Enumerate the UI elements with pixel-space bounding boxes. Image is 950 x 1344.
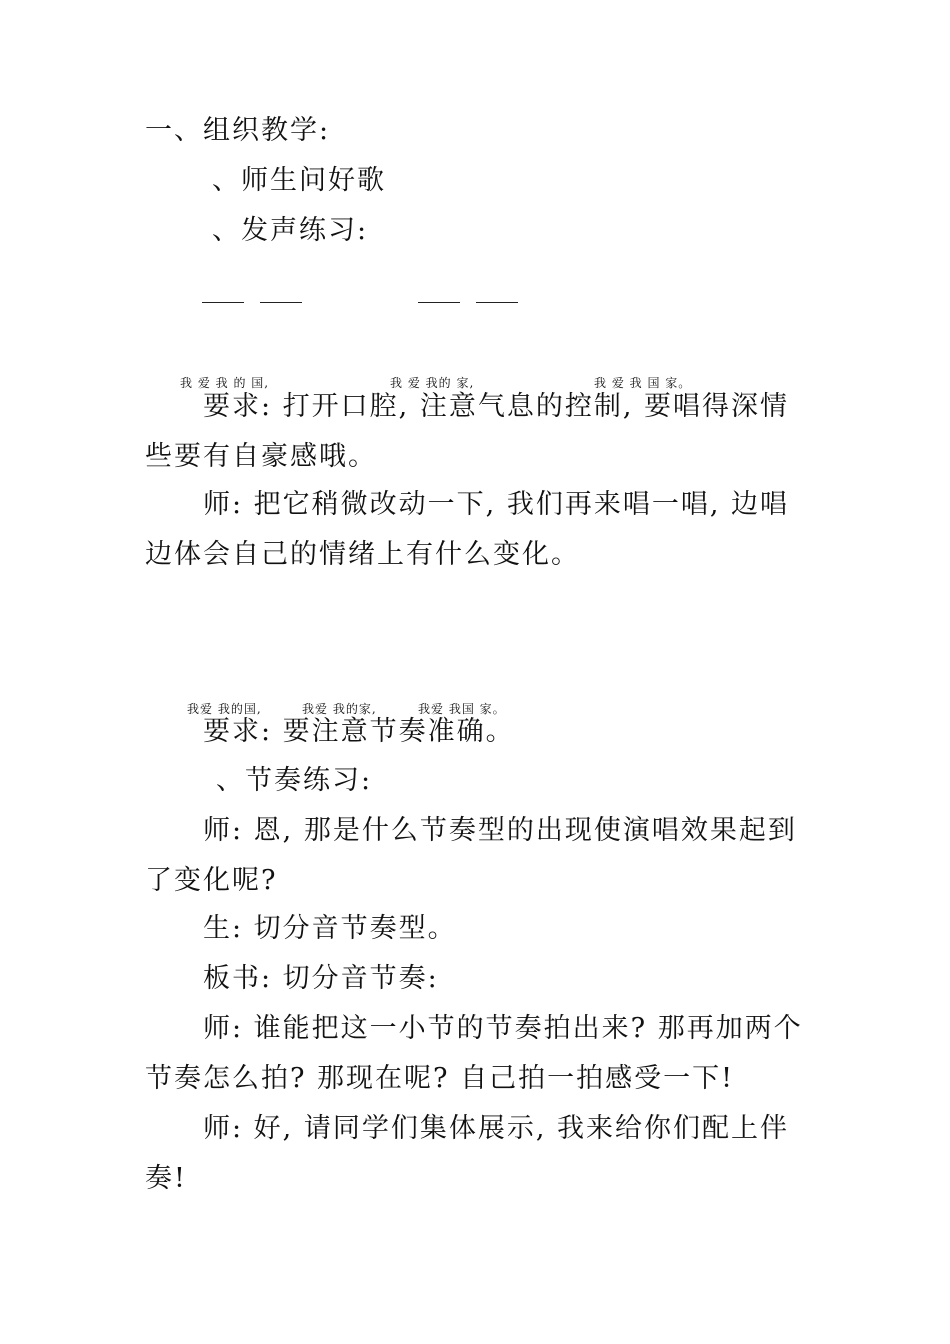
teacher-line: 节奏怎么拍? 那现在呢? 自己拍一拍感受一下! [145, 1063, 734, 1094]
lyric-phrase: 我 爱 我 国 家。 [594, 376, 692, 390]
teacher-line: 奏! [145, 1163, 187, 1194]
teacher-line: 边体会自己的情绪上有什么变化。 [145, 539, 580, 570]
lyric-phrase: 我 爱 我的 家, [390, 376, 475, 390]
teacher-line: 师: 恩, 那是什么节奏型的出现使演唱效果起到 [203, 815, 797, 846]
requirement-text: 些要有自豪感哦。 [145, 441, 377, 472]
dash-line [418, 302, 460, 303]
teacher-line: 师: 谁能把这一小节的节奏拍出来? 那再加两个 [203, 1013, 803, 1044]
lyric-phrase: 我爱 我国 家。 [418, 702, 506, 716]
teacher-line: 了变化呢? [145, 865, 278, 896]
dash-line [476, 302, 518, 303]
board-note: 板书: 切分音节奏: [203, 963, 439, 994]
lyric-phrase: 我爱 我的国, [187, 702, 262, 716]
teacher-line: 师: 好, 请同学们集体展示, 我来给你们配上伴 [203, 1113, 790, 1144]
dash-line [202, 302, 244, 303]
item-rhythm-practice: 、节奏练习: [216, 765, 373, 796]
section-heading: 一、组织教学: [145, 115, 331, 146]
teacher-line: 师: 把它稍微改动一下, 我们再来唱一唱, 边唱 [203, 489, 790, 520]
dash-line [260, 302, 302, 303]
requirement-text: 要求: 要注意节奏准确。 [203, 716, 515, 747]
item-greeting-song: 、师生问好歌 [212, 165, 386, 196]
lyric-phrase: 我 爱 我 的 国, [180, 376, 270, 390]
student-line: 生: 切分音节奏型。 [203, 913, 457, 944]
item-vocal-practice: 、发声练习: [212, 215, 369, 246]
requirement-text: 要求: 打开口腔, 注意气息的控制, 要唱得深情 [203, 391, 790, 422]
lyric-phrase: 我爱 我的家, [302, 702, 377, 716]
